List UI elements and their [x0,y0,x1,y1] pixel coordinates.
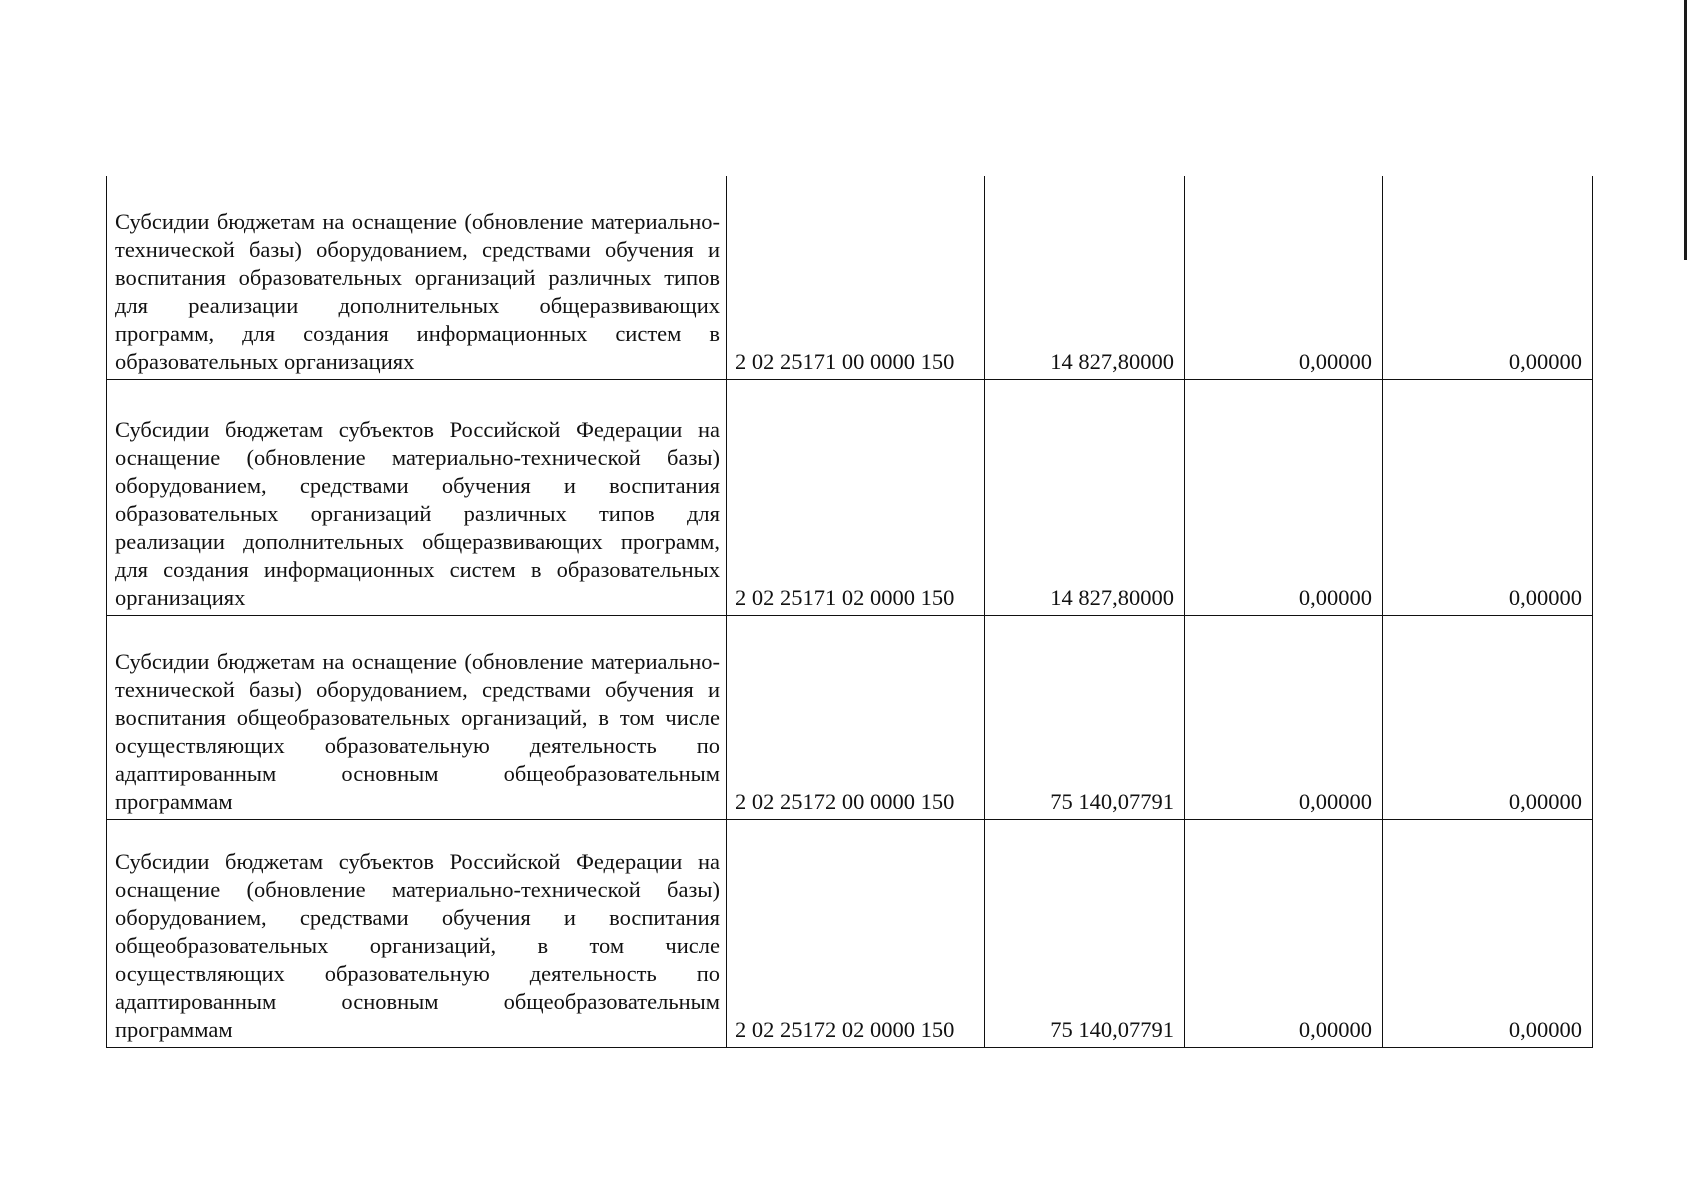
revenue-name-cell: Субсидии бюджетам субъектов Российской Федерации на оснащение (обновление материально-технической базы) оборудованием, средствами обучения и воспитания образовательных организаций различных типов для реализации дополнительных общеразвивающих программ, для создания информационных систем в образовательных организациях [107,380,727,616]
budget-code-cell: 2 02 25171 02 0000 150 [727,380,985,616]
amount-cell-2: 0,00000 [1185,820,1383,1048]
amount-cell-3: 0,00000 [1383,380,1593,616]
amount-cell-1: 14 827,80000 [985,380,1185,616]
table-row [107,380,1593,616]
amount-cell-2: 0,00000 [1185,176,1383,380]
amount-cell-3: 0,00000 [1383,820,1593,1048]
budget-revenue-table [106,176,1593,1048]
amount-cell-1: 75 140,07791 [985,820,1185,1048]
budget-code-cell: 2 02 25172 02 0000 150 [727,820,985,1048]
amount-cell-1: 75 140,07791 [985,616,1185,820]
table-row [107,176,1593,380]
table-row [107,616,1593,820]
amount-cell-2: 0,00000 [1185,616,1383,820]
table-row [107,820,1593,1048]
amount-cell-3: 0,00000 [1383,616,1593,820]
budget-code-cell: 2 02 25172 00 0000 150 [727,616,985,820]
budget-code-cell: 2 02 25171 00 0000 150 [727,176,985,380]
amount-cell-3: 0,00000 [1383,176,1593,380]
amount-cell-2: 0,00000 [1185,380,1383,616]
amount-cell-1: 14 827,80000 [985,176,1185,380]
revenue-name-cell: Субсидии бюджетам на оснащение (обновление материально-технической базы) оборудованием, средствами обучения и воспитания общеобразовательных организаций, в том числе осуществляющих образовательную деятельность по адаптированным основным общеобразовательным программам [107,616,727,820]
revenue-name-cell: Субсидии бюджетам субъектов Российской Федерации на оснащение (обновление материально-технической базы) оборудованием, средствами обучения и воспитания общеобразовательных организаций, в том числе осуществляющих образовательную деятельность по адаптированным основным общеобразовательным программам [107,820,727,1048]
revenue-name-cell: Субсидии бюджетам на оснащение (обновление материально-технической базы) оборудованием, средствами обучения и воспитания образовательных организаций различных типов для реализации дополнительных общеразвивающих программ, для создания информационных систем в образовательных организациях [107,176,727,380]
